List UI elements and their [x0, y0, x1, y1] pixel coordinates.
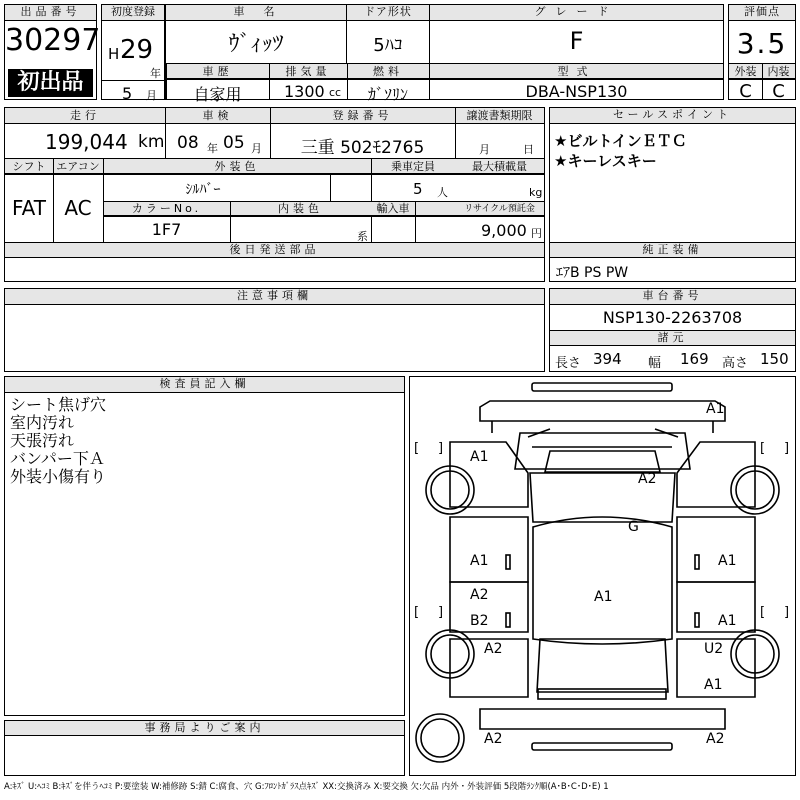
- inspection-month: 05: [223, 133, 245, 153]
- capacity-label: 乗車定員: [391, 160, 435, 173]
- transfer-month-unit: 月: [479, 143, 490, 156]
- height: 150: [760, 350, 789, 368]
- score: 3.5: [736, 27, 788, 60]
- car-name-label: 車 名: [166, 5, 346, 21]
- damage-mark: U2: [704, 641, 724, 657]
- length-label: 長さ: [555, 356, 582, 371]
- color-number-label: カラーNo.: [131, 202, 202, 215]
- model: DBA-NSP130: [525, 82, 628, 101]
- ac-label: エアコン: [56, 160, 100, 173]
- bracket-mark: [: [414, 605, 420, 620]
- sales-points-label: セールスポイント: [550, 108, 795, 124]
- lot-number-box: [4, 4, 101, 100]
- inspection-year: 08: [177, 133, 199, 153]
- damage-mark: A1: [718, 613, 737, 629]
- bracket-mark: ]: [438, 441, 444, 456]
- registration-month: 5: [122, 84, 133, 103]
- max-load-label: 最大積載量: [472, 160, 527, 173]
- capacity: 5: [413, 180, 423, 198]
- chassis-number-label: 車台番号: [550, 289, 795, 305]
- equipment-box: [549, 242, 796, 282]
- damage-mark: A2: [470, 587, 489, 603]
- first-registration-box: [101, 4, 165, 103]
- sales-points-box: [549, 107, 796, 243]
- inspector-line: 天張汚れ: [10, 431, 75, 450]
- width: 169: [680, 350, 709, 368]
- lot-number-label: 出品番号: [5, 5, 96, 21]
- height-label: 高さ: [722, 356, 749, 371]
- damage-mark: B2: [470, 613, 489, 629]
- dimensions-label: 諸元: [550, 331, 795, 346]
- era: H: [108, 45, 120, 63]
- history: 自家用: [193, 85, 242, 104]
- damage-mark: A2: [706, 731, 725, 747]
- displacement: 1300: [284, 82, 325, 101]
- damage-mark: A1: [706, 401, 725, 417]
- recycle-fee-unit: 円: [531, 227, 542, 240]
- door-type: 5ﾊｺ: [373, 35, 403, 56]
- score-label: 評価点: [729, 5, 795, 21]
- exterior-grade: C: [739, 81, 752, 102]
- first-listing-badge: 初出品: [8, 69, 93, 97]
- grade-label: グレード: [430, 5, 723, 21]
- bracket-mark: ]: [784, 605, 790, 620]
- notes-box: [4, 288, 545, 372]
- grade: F: [569, 27, 584, 55]
- inspector-line: 室内汚れ: [10, 413, 75, 432]
- office-box: [4, 720, 405, 776]
- interior-color-unit: 系: [357, 230, 368, 243]
- lot-number: 30297: [5, 23, 101, 58]
- bracket-mark: [: [414, 441, 420, 456]
- interior-label: 内装: [767, 65, 790, 78]
- displacement-label: 排気量: [285, 65, 331, 78]
- recycle-fee-label: リサイクル預託金: [464, 204, 535, 214]
- exterior-color-label: 外装色: [214, 160, 260, 173]
- bracket-mark: ]: [438, 605, 444, 620]
- notes-label: 注意事項欄: [5, 289, 544, 305]
- damage-mark: A1: [594, 589, 613, 605]
- recycle-fee: 9,000: [481, 221, 527, 240]
- color-number: 1F7: [151, 220, 182, 239]
- exterior-color: ｼﾙﾊﾞｰ: [185, 182, 221, 198]
- exterior-label: 外装: [734, 65, 757, 78]
- month-unit: 月: [146, 89, 157, 102]
- year-unit: 年: [150, 67, 161, 80]
- length: 394: [593, 350, 622, 368]
- mileage-label: 走行: [70, 109, 100, 122]
- first-registration-label: 初度登録: [102, 5, 164, 21]
- car-name: ｳﾞｨｯﾂ: [228, 32, 284, 57]
- equipment-label: 純正装備: [550, 243, 795, 258]
- fuel: ｶﾞｿﾘﾝ: [367, 85, 408, 104]
- model-label: 型式: [557, 65, 596, 78]
- damage-diagram: [409, 376, 796, 776]
- damage-mark: A1: [704, 677, 723, 693]
- mileage: 199,044: [45, 130, 128, 154]
- damage-mark: A2: [484, 641, 503, 657]
- score-box: [728, 4, 796, 100]
- sales-point-item: ★ビルトインＥＴＣ: [554, 132, 687, 150]
- car-info-box: [165, 4, 724, 104]
- displacement-unit: cc: [329, 86, 342, 99]
- history-label: 車歴: [202, 65, 233, 78]
- inspection-month-unit: 月: [251, 142, 262, 155]
- damage-mark: A1: [470, 449, 489, 465]
- later-parts-box: [4, 242, 545, 282]
- inspector-line: 外装小傷有り: [10, 467, 107, 486]
- transfer-deadline-label: 譲渡書類期限: [466, 109, 533, 122]
- interior-grade: C: [772, 81, 785, 102]
- damage-mark: A2: [638, 471, 657, 487]
- later-parts-label: 後日発送部品: [5, 243, 544, 258]
- registration-number-label: 登録番号: [332, 109, 393, 122]
- max-load-unit: kg: [529, 186, 543, 199]
- equipment: ｴｱB PS PW: [556, 265, 629, 281]
- bracket-mark: ]: [784, 441, 790, 456]
- transfer-day-unit: 日: [523, 143, 534, 156]
- capacity-unit: 人: [437, 186, 448, 199]
- sales-point-item: ★キーレスキー: [554, 152, 657, 170]
- chassis-number: NSP130-2263708: [602, 308, 743, 327]
- damage-mark: A2: [484, 731, 503, 747]
- bracket-mark: [: [760, 605, 766, 620]
- inspector-label: 検査員記入欄: [5, 377, 404, 393]
- mileage-unit: km: [138, 132, 165, 152]
- shift: FAT: [11, 196, 46, 220]
- shift-label: シフト: [12, 160, 46, 173]
- registration-year: 29: [120, 35, 154, 65]
- import-label: 輸入車: [376, 202, 410, 215]
- fuel-label: 燃料: [373, 65, 403, 78]
- registration-number: 三重 502ﾓ2765: [300, 138, 425, 158]
- legend: A:ｷｽﾞ U:ﾍｺﾐ B:ｷｽﾞを伴うﾍｺﾐ P:要塗装 W:補修跡 S:錆 C:腐食、穴 G:ﾌﾛﾝﾄｶﾞﾗｽ点ｷｽﾞ XX:交換済み X:要交換 欠:欠品 内外・外装評価 5段階ﾗﾝｸ順(A･B･C･D･E) 1: [4, 782, 609, 792]
- vehicle-detail-box: [4, 107, 545, 243]
- damage-mark: G: [628, 519, 639, 535]
- door-label: ドア形状: [347, 5, 429, 21]
- inspector-line: バンパー下Ａ: [10, 449, 105, 468]
- inspection-label: 車検: [202, 109, 233, 122]
- inspector-line: シート焦げ穴: [10, 395, 107, 414]
- inspection-year-unit: 年: [207, 142, 218, 155]
- damage-mark: A1: [718, 553, 737, 569]
- office-label: 事務局よりご案内: [5, 721, 404, 736]
- inspector-box: [4, 376, 405, 716]
- width-label: 幅: [648, 356, 662, 371]
- air-conditioner: AC: [64, 196, 92, 220]
- interior-color-label: 内装色: [278, 202, 323, 215]
- bracket-mark: [: [760, 441, 766, 456]
- damage-mark: A1: [470, 553, 489, 569]
- car-outline: [410, 377, 795, 775]
- chassis-box: [549, 288, 796, 372]
